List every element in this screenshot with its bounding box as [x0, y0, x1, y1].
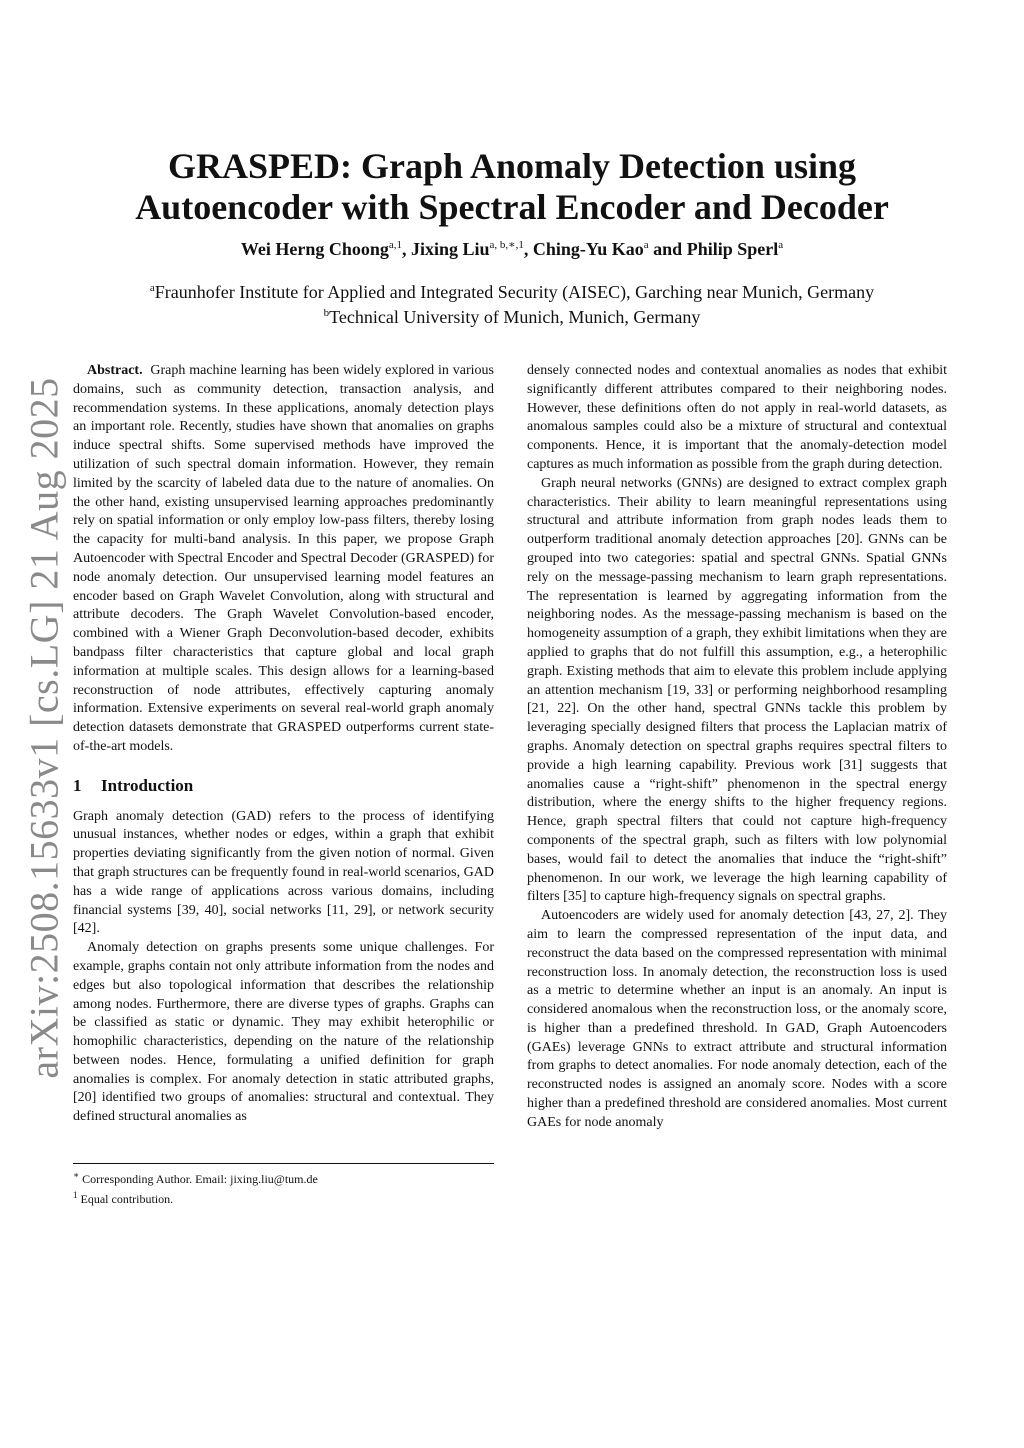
section-heading: [73, 777, 494, 796]
body-paragraph: Graph anomaly detection (GAD) refers to the process of identifying unusual instances, whether nodes or edges, within a graph that exhibit properties deviating significantly from the given notion of normal. Given that graph structures can be frequently found in real-world scenarios, GAD has a wide range of applications across various domains, including financial systems [39, 40], social networks [11, 29], or network security [42].: [73, 808, 494, 937]
affiliation: [0, 303, 1024, 328]
title-line-1: GRASPED: Graph Anomaly Detection using: [167, 146, 857, 186]
paper-title: [0, 146, 1024, 228]
abstract-label: Abstract.: [87, 363, 143, 378]
footnote-marker: 1: [73, 1190, 78, 1200]
author-superscript: a: [778, 239, 784, 251]
footnote: [73, 1167, 494, 1187]
abstract-text: Graph machine learning has been widely explored in various domains, such as community detection, transaction analysis, and recommendation systems. In these applications, anomaly detection plays an important role. Recently, studies have shown that anomalies on graphs induce spectral shifts. Some supervised methods have improved the utilization of such spectral domain information. However, they remain limited by the scarcity of labeled data due to the nature of anomalies. On the other hand, existing unsupervised learning approaches predominantly rely on spatial information or only employ low-pass filters, thereby losing the capacity for multi-band analysis. In this paper, we propose Graph Autoencoder with Spectral Encoder and Spectral Decoder (GRASPED) for node anomaly detection. Our unsupervised learning model features an encoder based on Graph Wavelet Convolution, along with structural and attribute decoders. The Graph Wavelet Convolution-based encoder, combined with a Wiener Graph Deconvolution-based decoder, exhibits bandpass filter characteristics that capture global and local graph information at multiple scales. This design allows for a learning-based reconstruction of node attributes, effectively capturing anomaly information. Extensive experiments on several real-world graph anomaly detection datasets demonstrate that GRASPED outperforms current state-of-the-art models.: [73, 363, 494, 754]
footnote-text: Corresponding Author. Email: jixing.liu@tum.de: [82, 1172, 318, 1186]
body-paragraph: densely connected nodes and contextual anomalies as nodes that exhibit significantly different attributes compared to their neighboring nodes. However, these definitions often do not apply in real-world datasets, as anomalous samples could also be a mixture of structural and contextual components. Hence, it is important that the anomaly-detection model captures as much information as possible from the graph during detection.: [527, 363, 947, 472]
author-name: Wei Herng Choong: [240, 239, 389, 259]
affiliation-text: Technical University of Munich, Munich, Germany: [329, 307, 701, 327]
footnote-marker: ∗: [73, 1170, 80, 1180]
affiliation-text: Fraunhofer Institute for Applied and Integrated Security (AISEC), Garching near Munich, Germany: [154, 282, 875, 302]
body-paragraph: Autoencoders are widely used for anomaly detection [43, 27, 2]. They aim to learn the compressed representation of the input data, and reconstruct the data based on the compressed representation with minimal reconstruction loss. In anomaly detection, the reconstruction loss is used as a metric to determine whether an input is an anomaly. An input is considered anomalous when the reconstruction loss, or the anomaly score, is higher than a predefined threshold. In GAD, Graph Autoencoders (GAEs) leverage GNNs to extract attribute and structural information from graphs to detect anomalies. For node anomaly detection, each of the reconstructed nodes is assigned an anomaly score. Nodes with a score higher than a predefined threshold are considered anomalies. Most current GAEs for node anomaly: [527, 908, 947, 1130]
footnote-text: Equal contribution.: [80, 1192, 174, 1206]
author-separator: ,: [402, 239, 412, 259]
title-line-2: Autoencoder with Spectral Encoder and Decoder: [135, 187, 889, 227]
left-column: [73, 362, 494, 1127]
footnotes: [73, 1163, 494, 1207]
author-name: Ching-Yu Kao: [532, 239, 644, 259]
right-column: [527, 362, 947, 1133]
section-title: Introduction: [101, 775, 194, 795]
author-superscript: a,1: [388, 239, 403, 251]
author-name: Philip Sperl: [686, 239, 779, 259]
arxiv-identifier: arXiv:2508.15633v1 [cs.LG] 21 Aug 2025: [21, 377, 67, 1079]
affiliation-list: [0, 278, 1024, 328]
author-name: Jixing Liu: [411, 239, 490, 259]
affiliation: [0, 278, 1024, 303]
abstract: [73, 362, 494, 757]
body-paragraph: Graph neural networks (GNNs) are designed to extract complex graph characteristics. Their ability to learn meaningful representations using structural and attribute information from graph nodes leads them to outperform traditional anomaly detection approaches [20]. GNNs can be grouped into two categories: spatial and spectral GNNs. Spatial GNNs rely on the message-passing mechanism to learn graph representations. The representation is learned by aggregating information from the neighboring nodes. As the message-passing mechanism is based on the homogeneity assumption of a graph, they exhibit limitations when they are applied to graphs that do not fulfill this assumption, e.g., a heterophilic graph. Existing methods that aim to elevate this problem include applying an attention mechanism [19, 33] or performing neighborhood resampling [21, 22]. On the other hand, spectral GNNs tackle this problem by leveraging specially designed filters that process the Laplacian matrix of graphs. Anomaly detection on spectral graphs requires spectral filters to provide a high learning capability. Previous work [31] suggests that anomalies cause a “right-shift” phenomenon in the spectral energy distribution, where the energy shifts to the higher frequency regions. Hence, graph spectral filters that could not capture high-frequency components of the spectral graph, such as filters with low polynomial bases, would fail to detect the anomalies that induce the “right-shift” phenomenon. In our work, we leverage the high learning capability of filters [35] to capture high-frequency signals on spectral graphs.: [527, 475, 947, 905]
affiliation-superscript: a: [149, 282, 155, 294]
author-superscript: a: [643, 239, 649, 251]
section-number: 1: [73, 775, 82, 795]
footnote: [73, 1187, 494, 1207]
body-paragraph: Anomaly detection on graphs presents some unique challenges. For example, graphs contain not only attribute information from the nodes and edges but also topological information that describes the relationship among nodes. Furthermore, there are diverse types of graphs. Graphs can be classified as static or dynamic. They may exhibit heterophilic or homophilic characteristics, depending on the nature of the relationship between nodes. Hence, formulating a unified definition for graph anomalies is complex. For anomaly detection in static attributed graphs, [20] identified two groups of anomalies: structural and contextual. They defined structural anomalies as: [73, 940, 494, 1125]
author-separator: ,: [523, 239, 533, 259]
affiliation-superscript: b: [323, 307, 330, 319]
author-list: [0, 238, 1024, 260]
author-superscript: a, b,∗,1: [489, 239, 524, 251]
author-separator: and: [648, 239, 687, 259]
